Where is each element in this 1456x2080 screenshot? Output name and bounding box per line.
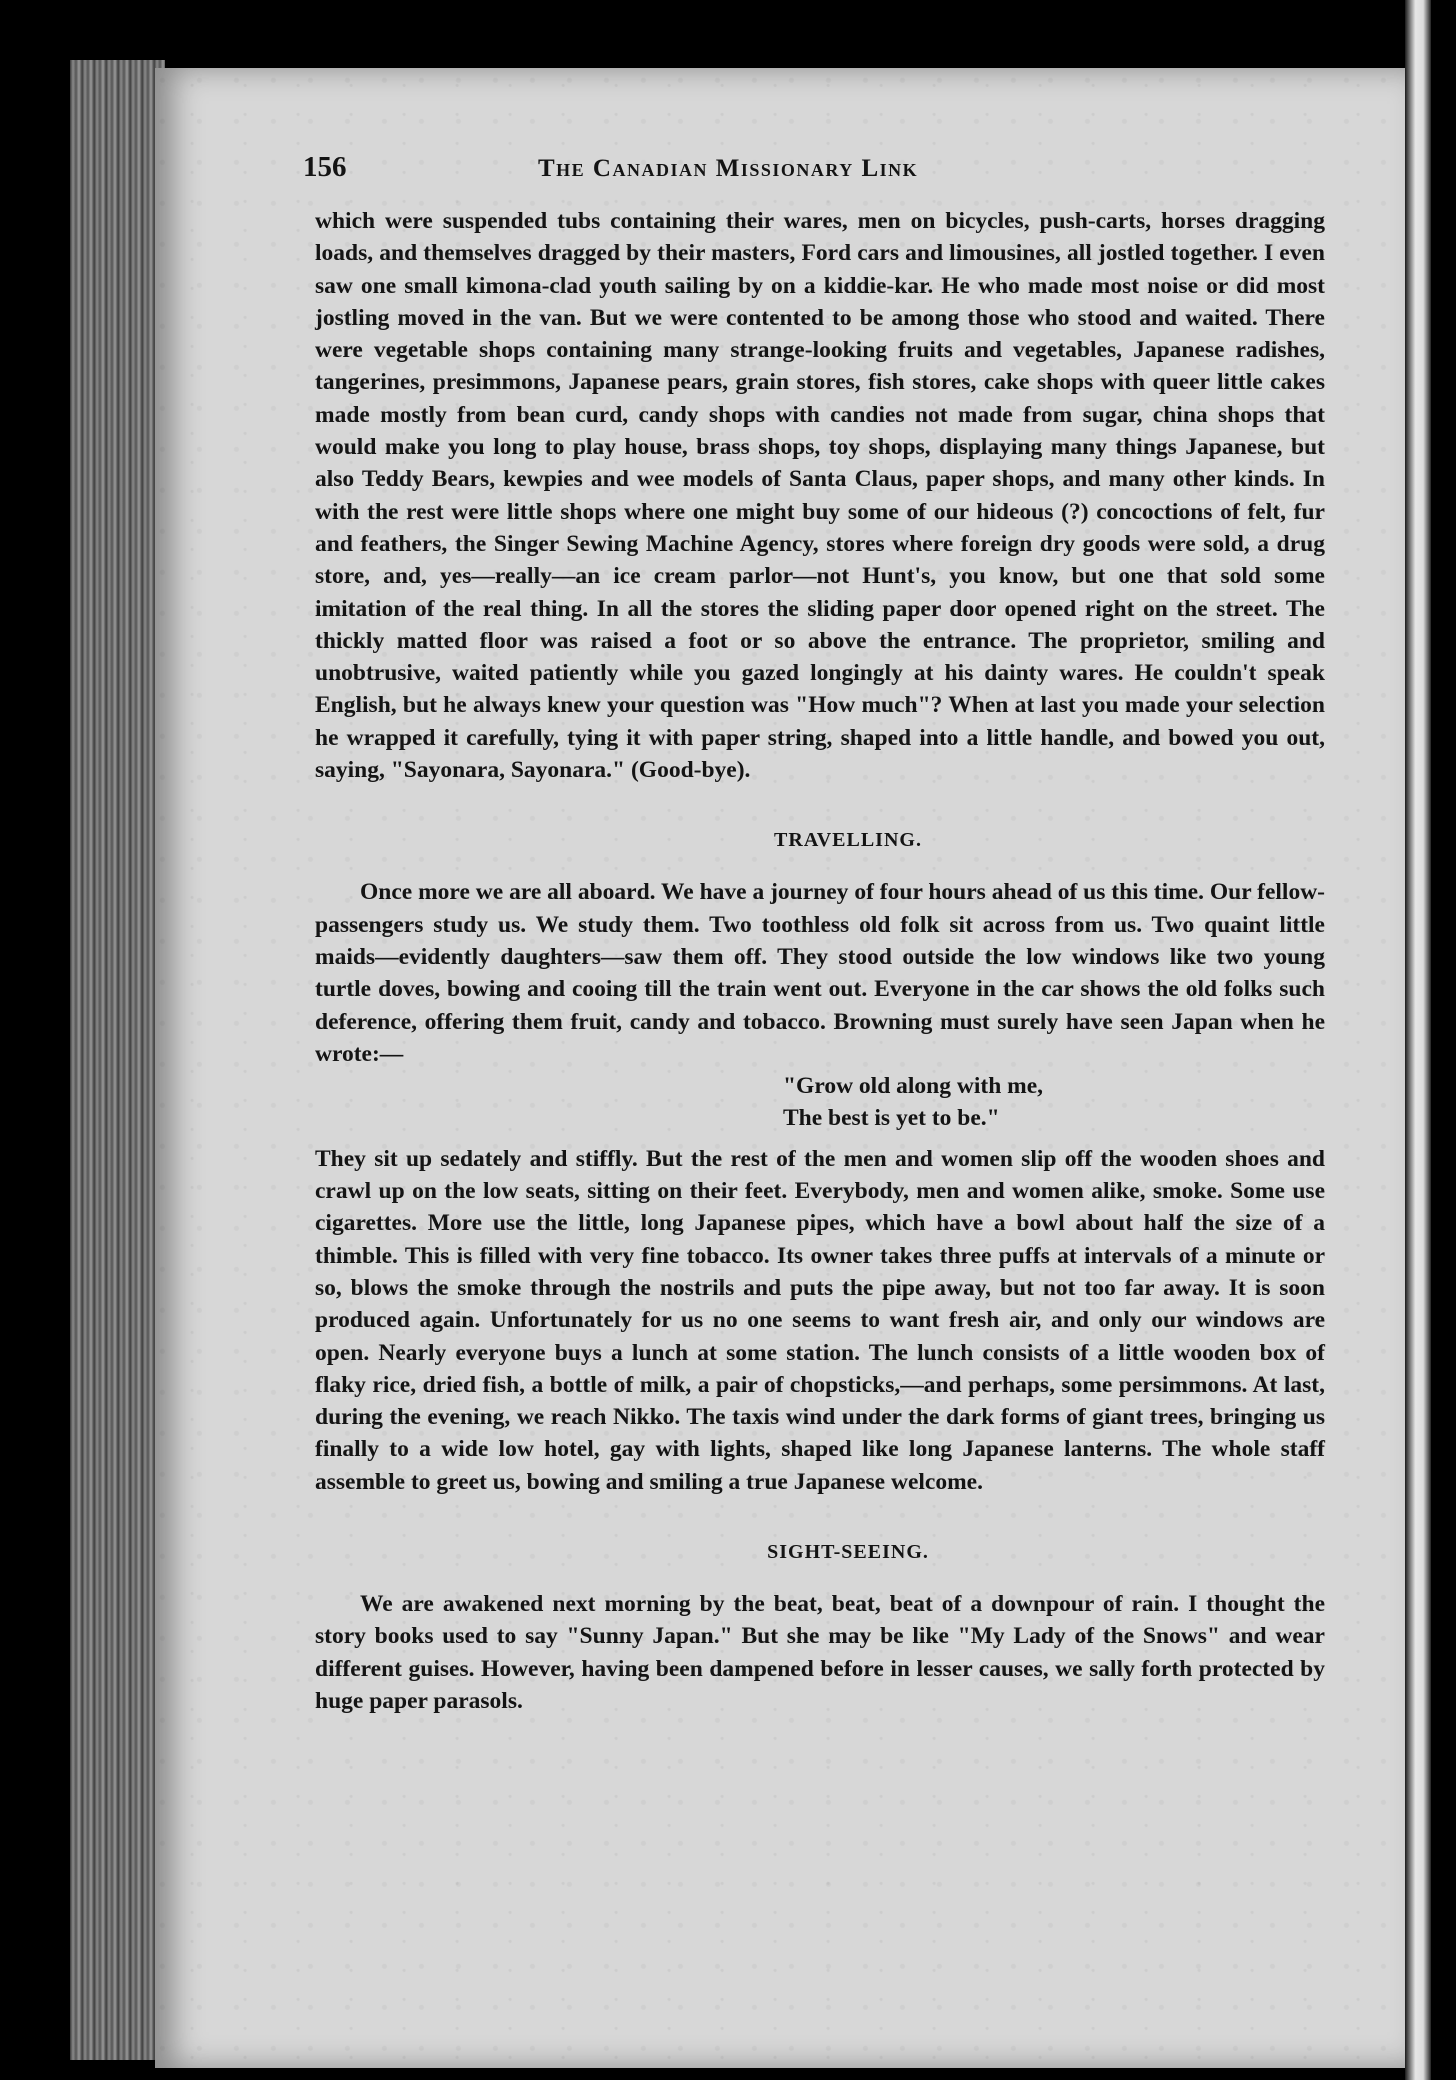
paragraph-rain: We are awakened next morning by the beat, beat, beat of a downpour of rain. I thought the story books used to say "Sunny Japan." But she may be like "My Lady of the Snows" and wear different guises. However, having been dampened before in lesser causes, we sally forth protected by huge paper parasols. <box>315 1590 1325 1714</box>
heading-sightseeing: SIGHT-SEEING. <box>767 1540 929 1563</box>
poem-line-1: "Grow old along with me, <box>783 1073 1044 1100</box>
page-content <box>303 151 1456 1717</box>
poem-line-2: The best is yet to be." <box>783 1105 1000 1132</box>
heading-travelling: TRAVELLING. <box>774 829 922 852</box>
paragraph-shops: which were suspended tubs containing their wares, men on bicycles, push-carts, horses dragging loads, and themselves dragged by their masters, Ford cars and limousines, all jostled together. I even saw one small kimona-clad youth sailing by on a kiddie-kar. He who made most noise or did most jostling moved in the van. But we were contented to be among those who stood and waited. There were vegetable shops containing many strange-looking fruits and vegetables, Japanese radishes, tangerines, presimmons, Japanese pears, grain stores, fish stores, cake shops with queer little cakes made mostly from bean curd, candy shops with candies not made from sugar, china shops that would make you long to play house, brass shops, toy shops, displaying many things Japanese, but also Teddy Bears, kewpies and wee models of Santa Claus, paper shops, and many other kinds. In with the rest were little shops where one might buy some of our hideous (?) concoctions of felt, fur and feathers, the Singer Sewing Machine Agency, stores where foreign dry goods were sold, a drug store, and, yes—really—an ice cream parlor—not Hunt's, you know, but one that sold some imitation of the real thing. In all the stores the sliding paper door opened right on the street. The thickly matted floor was raised a foot or so above the entrance. The proprietor, smiling and unobtrusive, waited patiently while you gazed longingly at his dainty wares. He couldn't speak English, but he always knew your question was "How much"? When at last you made your selection he wrapped it carefully, tying it with paper string, shaped into a little handle, and bowed you out, saying, "Sayonara, Sayonara." (Good-bye). <box>315 208 1325 784</box>
paragraph-aboard: Once more we are all aboard. We have a journey of four hours ahead of us this time. Our fellow-passengers study us. We study them. Two toothless old folk sit across from us. Two quaint little maids—evidently daughters—saw them off. They stood outside the low windows like two young turtle doves, bowing and cooing till the train went out. Everyone in the car shows the old folks such deference, offering them fruit, candy and tobacco. Browning must surely have seen Japan when he wrote:— <box>315 879 1325 1067</box>
paragraph-passengers: They sit up sedately and stiffly. But the rest of the men and women slip off the wooden shoes and crawl up on the low seats, sitting on their feet. Everybody, men and women alike, smoke. Some use cigarettes. More use the little, long Japanese pipes, which have a bowl about half the size of a thimble. This is filled with very fine tobacco. Its owner takes three puffs at intervals of a minute or so, blows the smoke through the nostrils and puts the pipe away, but not too far away. It is soon produced again. Unfortunately for us no one seems to want fresh air, and only our windows are open. Nearly everyone buys a lunch at some station. The lunch consists of a little wooden box of flaky rice, dried fish, a bottle of milk, a pair of chopsticks,—and perhaps, some persimmons. At last, during the evening, we reach Nikko. The taxis wind under the dark forms of giant trees, bringing us finally to a wide low hotel, gay with lights, shaped like long Japanese lanterns. The whole staff assemble to greet us, bowing and smiling a true Japanese welcome. <box>315 1145 1325 1495</box>
page-header <box>303 151 1456 205</box>
book-page <box>155 68 1405 2068</box>
book-page-edges <box>70 60 165 2060</box>
running-title: The Canadian Missionary Link <box>538 155 919 182</box>
page-number: 156 <box>303 151 347 183</box>
poem-quote <box>303 1070 1456 1135</box>
